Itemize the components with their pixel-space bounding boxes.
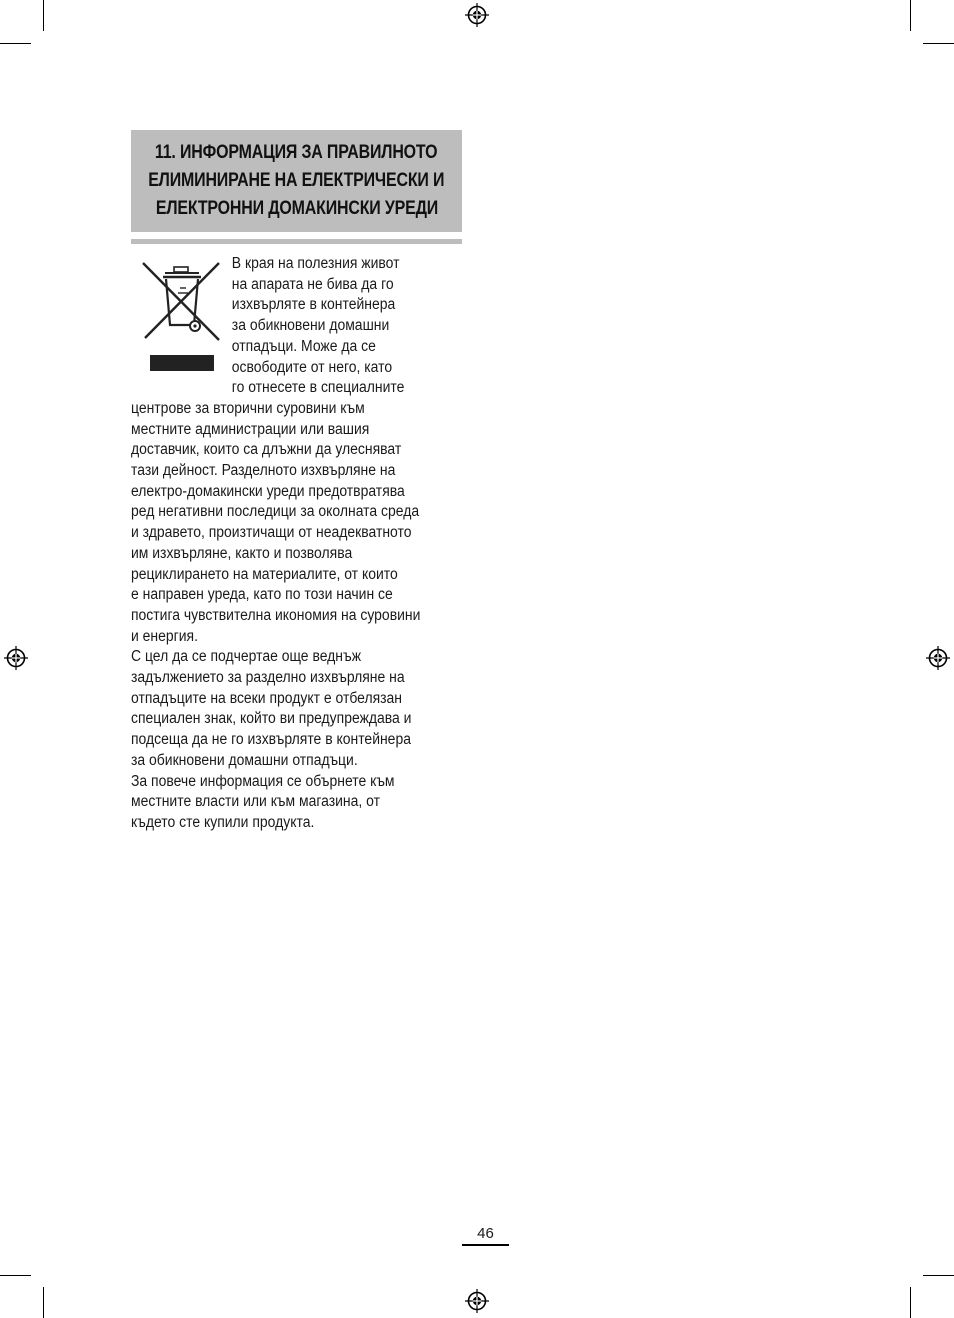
text-line: за обикновени домашни отпадъци.	[131, 751, 358, 769]
text-line: ред негативни последици за околната среда	[131, 503, 420, 521]
crop-mark-icon	[0, 43, 31, 44]
registration-mark-icon	[4, 646, 28, 670]
text-line: постига чувствителна икономия на суровини	[131, 606, 421, 624]
text-line: го отнесете в специалните	[231, 379, 405, 397]
text-line: за обикновени домашни	[231, 317, 390, 335]
disposal-instructions	[131, 254, 462, 834]
text-line: доставчик, които са длъжни да улесняват	[131, 441, 402, 459]
registration-mark-icon	[465, 3, 489, 27]
text-line: електро-домакински уреди предотвратява	[131, 482, 405, 500]
text-line: местните администрации или вашия	[131, 420, 370, 438]
crop-mark-icon	[43, 0, 44, 31]
text-line: им изхвърляне, както и позволява	[131, 544, 353, 562]
text-line: и енергия.	[131, 627, 198, 645]
crop-mark-icon	[923, 43, 954, 44]
page-number: 46	[477, 1225, 494, 1242]
section-heading	[131, 130, 462, 232]
text-line: на апарата не бива да го	[231, 275, 394, 293]
registration-mark-icon	[926, 646, 950, 670]
registration-mark-icon	[465, 1289, 489, 1313]
page-number-rule	[462, 1244, 509, 1246]
text-line: и здравето, произтичащи от неадекватното	[131, 524, 412, 542]
heading-line: ЕЛЕКТРОННИ ДОМАКИНСКИ УРЕДИ	[155, 198, 438, 219]
text-line: подсеща да не го изхвърляте в контейнера	[131, 731, 411, 749]
heading-line: ЕЛИМИНИРАНЕ НА ЕЛЕКТРИЧЕСКИ И	[148, 170, 445, 191]
text-line: С цел да се подчертае още веднъж	[131, 648, 362, 666]
text-line: изхвърляте в контейнера	[231, 296, 396, 314]
crop-mark-icon	[910, 0, 911, 31]
text-line: освободите от него, като	[231, 358, 393, 376]
crop-mark-icon	[923, 1275, 954, 1276]
text-line: където сте купили продукта.	[131, 813, 315, 831]
text-line: центрове за вторични суровини към	[131, 399, 365, 417]
section-header	[131, 130, 462, 244]
heading-line: 11. ИНФОРМАЦИЯ ЗА ПРАВИЛНОТО	[155, 142, 438, 163]
text-line: специален знак, който ви предупреждава и	[131, 710, 412, 728]
text-line: отпадъците на всеки продукт е отбелязан	[131, 689, 403, 707]
crop-mark-icon	[43, 1287, 44, 1318]
text-line: е направен уреда, като по този начин се	[131, 586, 393, 604]
crop-mark-icon	[0, 1275, 31, 1276]
crop-mark-icon	[910, 1287, 911, 1318]
heading-rule	[131, 239, 462, 244]
text-line: В края на полезния живот	[231, 255, 400, 272]
text-line: рециклирането на материалите, от които	[131, 565, 398, 583]
text-line: задължението за разделно изхвърляне на	[131, 669, 405, 687]
text-line: тази дейност. Разделното изхвърляне на	[131, 462, 396, 480]
text-line: местните власти или към магазина, от	[131, 793, 380, 811]
text-line: отпадъци. Може да се	[231, 337, 376, 355]
text-line: За повече информация се обърнете към	[131, 772, 395, 790]
